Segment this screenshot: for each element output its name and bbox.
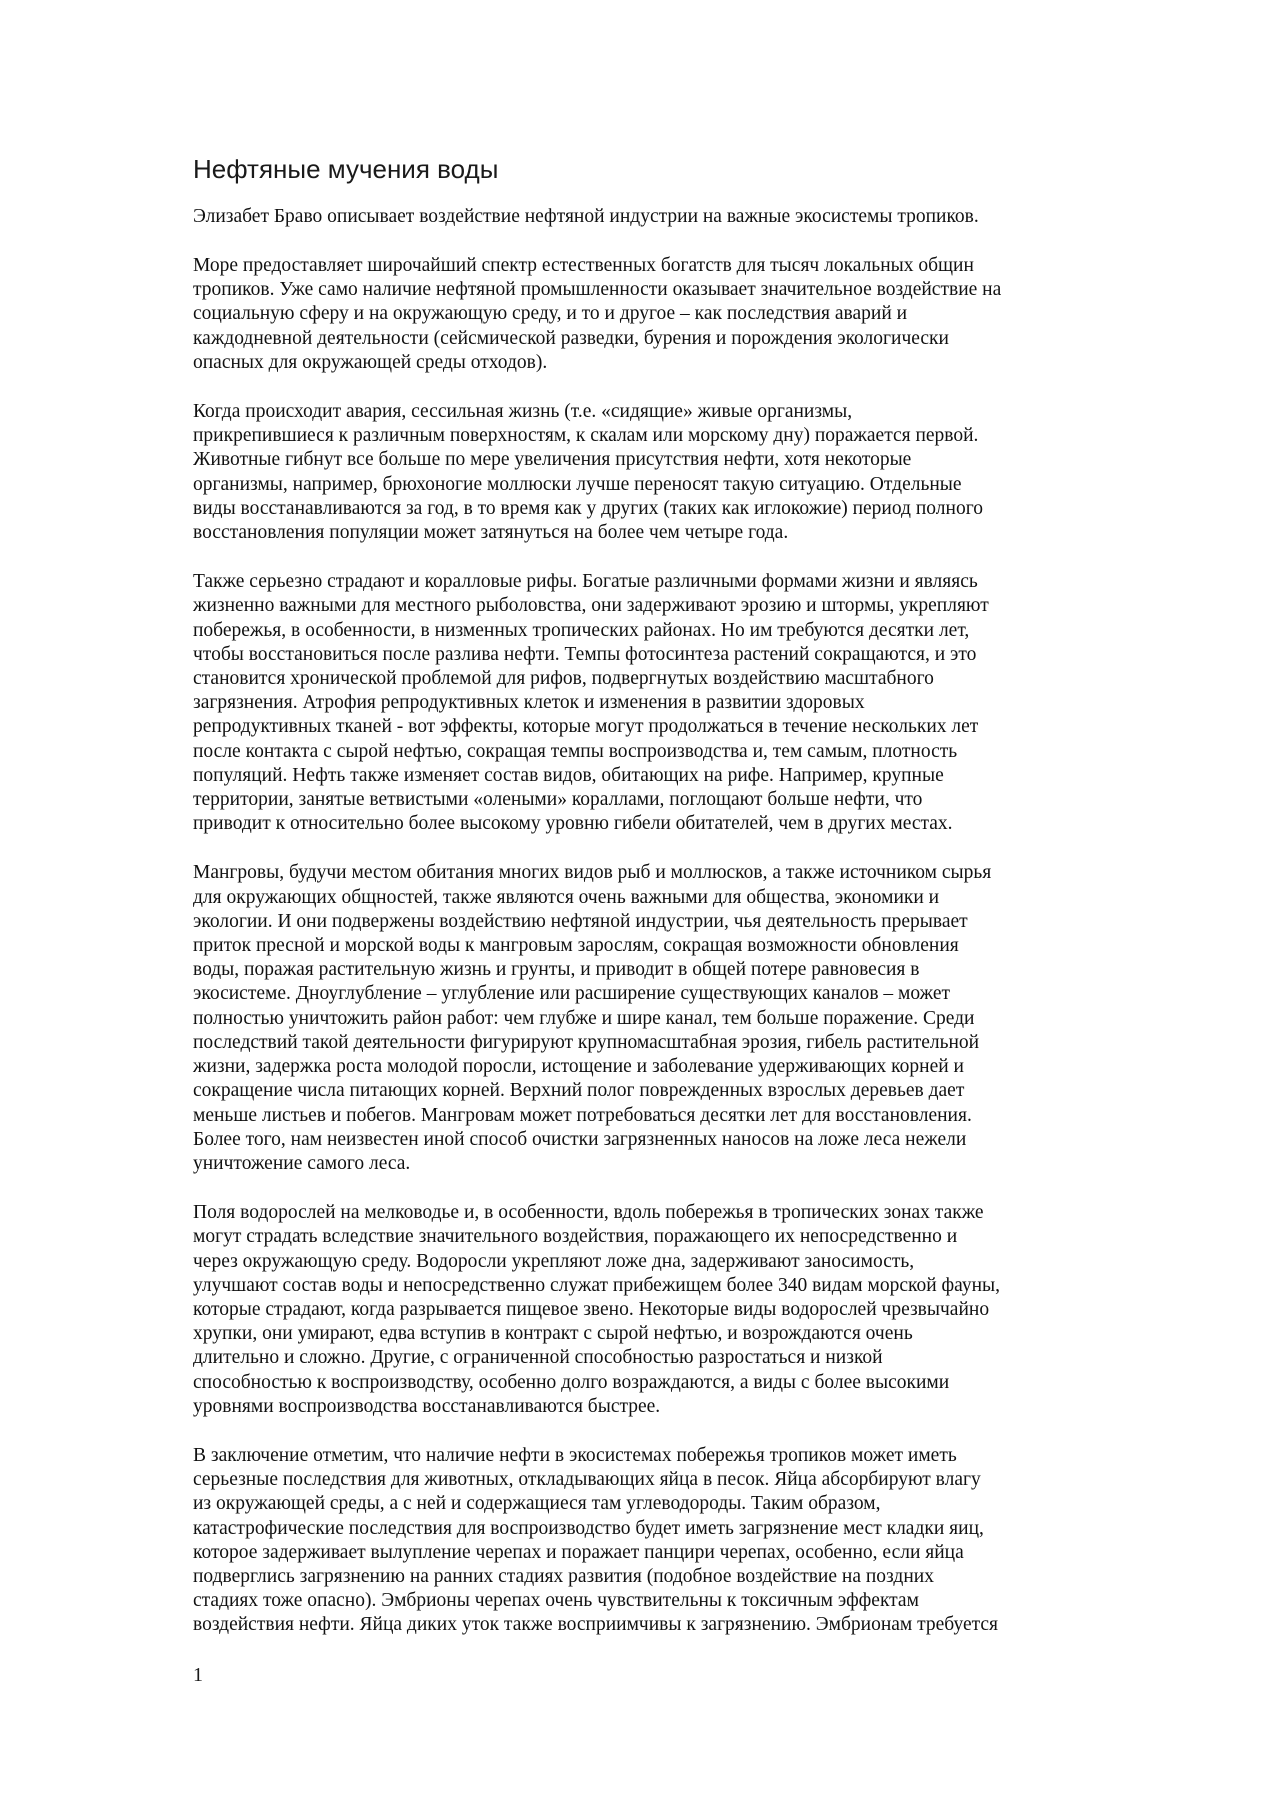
paragraph-line: Мангровы, будучи местом обитания многих видов рыб и моллюсков, а также источником сырья — [193, 862, 992, 884]
paragraph-line: последствий такой деятельности фигурируют крупномасштабная эрозия, гибель растительной — [193, 1031, 980, 1053]
body-paragraph — [193, 1444, 1093, 1638]
paragraph-line: побережья, в особенности, в низменных тропических районах. Но им требуются десятки лет, — [193, 619, 970, 641]
paragraph-line: меньше листьев и побегов. Мангровам может потребоваться десятки лет для восстановления. — [193, 1104, 972, 1126]
paragraph-line: становится хронической проблемой для рифов, подвергнутых воздействию масштабного — [193, 668, 934, 690]
paragraph-line: Когда происходит авария, сессильная жизнь (т.е. «сидящие» живые организмы, — [193, 401, 853, 423]
paragraph-line: могут страдать вследствие значительного воздействия, поражающего их непосредственно и — [193, 1226, 958, 1248]
paragraph-line: стадиях тоже опасно). Эмбрионы черепах очень чувствительны к токсичным эффектам — [193, 1590, 919, 1612]
paragraph-line: Более того, нам неизвестен иной способ очистки загрязненных наносов на ложе леса нежели — [193, 1128, 967, 1150]
paragraph-line: для окружающих общностей, также являются очень важными для общества, экономики и — [193, 886, 940, 908]
body-paragraph — [193, 400, 1093, 545]
paragraph-line: способностью к воспроизводству, особенно долго возраждаются, а виды с более высокими — [193, 1371, 950, 1393]
paragraph-line: Животные гибнут все больше по мере увеличения присутствия нефти, хотя некоторые — [193, 449, 912, 471]
paragraph-list — [193, 254, 1093, 1638]
paragraph-line: приток пресной и морской воды к мангровым зарослям, сокращая возможности обновления — [193, 935, 959, 957]
paragraph-line: экологии. И они подвержены воздействию нефтяной индустрии, чья деятельность прерывает — [193, 910, 968, 932]
paragraph-line: сокращение числа питающих корней. Верхний полог поврежденных взрослых деревьев дает — [193, 1080, 965, 1102]
paragraph-line: опасных для окружающей среды отходов). — [193, 351, 548, 373]
paragraph-line: каждодневной деятельности (сейсмической разведки, бурения и порождения экологически — [193, 327, 949, 349]
paragraph-line: подверглись загрязнению на ранних стадиях развития (подобное воздействие на поздних — [193, 1565, 934, 1587]
paragraph-line: хрупки, они умирают, едва вступив в контракт с сырой нефтью, и возрождаются очень — [193, 1323, 913, 1345]
paragraph-line: воздействия нефти. Яйца диких уток также восприимчивы к загрязнению. Эмбрионам требуется — [193, 1614, 999, 1636]
body-paragraph — [193, 254, 1093, 375]
paragraph-line: социальную сферу и на окружающую среду, и то и другое – как последствия аварий и — [193, 303, 908, 325]
document-subtitle: Элизабет Браво описывает воздействие нефтяной индустрии на важные экосистемы тропиков. — [193, 206, 979, 227]
body-paragraph — [193, 1201, 1093, 1419]
document-body — [193, 151, 1093, 1663]
paragraph-line: Поля водорослей на мелководье и, в особенности, вдоль побережья в тропических зонах также — [193, 1202, 984, 1224]
paragraph-line: серьезные последствия для животных, откладывающих яйца в песок. Яйца абсорбируют влагу — [193, 1469, 981, 1491]
paragraph-line: виды восстанавливаются за год, в то время как у других (таких как иглокожие) период полного — [193, 497, 983, 519]
paragraph-line: восстановления популяции может затянуться на более чем четыре года. — [193, 522, 789, 544]
paragraph-line: длительно и сложно. Другие, с ограниченной способностью разростаться и низкой — [193, 1347, 883, 1369]
paragraph-line: репродуктивных тканей - вот эффекты, которые могут продолжаться в течение нескольких лет — [193, 716, 979, 738]
paragraph-line: экосистеме. Дноуглубление – углубление или расширение существующих каналов – может — [193, 983, 951, 1005]
paragraph-line: жизни, задержка роста молодой поросли, истощение и заболевание удерживающих корней и — [193, 1056, 964, 1078]
paragraph-line: улучшают состав воды и непосредственно служат прибежищем более 340 видам морской фауны, — [193, 1274, 1001, 1296]
paragraph-line: после контакта с сырой нефтью, сокращая темпы воспроизводства и, тем самым, плотность — [193, 740, 958, 762]
paragraph-line: которые страдают, когда разрывается пищевое звено. Некоторые виды водорослей чрезвычайно — [193, 1298, 990, 1320]
body-paragraph — [193, 861, 1093, 1176]
paragraph-line: тропиков. Уже само наличие нефтяной промышленности оказывает значительное воздействие на — [193, 279, 1002, 301]
paragraph-line: Море предоставляет широчайший спектр естественных богатств для тысяч локальных общин — [193, 255, 974, 276]
paragraph-line: жизненно важными для местного рыболовства, они задерживают эрозию и штормы, укрепляют — [193, 595, 989, 617]
document-title: Нефтяные мучения воды — [193, 154, 499, 184]
body-paragraph — [193, 570, 1093, 836]
paragraph-line: приводит к относительно более высокому уровню гибели обитателей, чем в других местах. — [193, 813, 953, 835]
paragraph-line: катастрофические последствия для воспроизводство будет иметь загрязнение мест кладки яиц, — [193, 1517, 984, 1539]
paragraph-line: прикрепившиеся к различным поверхностям, к скалам или морскому дну) поражается первой. — [193, 425, 979, 447]
paragraph-line: воды, поражая растительную жизнь и грунты, и приводит в общей потере равновесия в — [193, 959, 920, 981]
paragraph-line: через окружающую среду. Водоросли укрепляют ложе дна, задерживают заносимость, — [193, 1250, 915, 1272]
paragraph-line: уровнями воспроизводства восстанавливаются быстрее. — [193, 1395, 661, 1417]
paragraph-line: организмы, например, брюхоногие моллюски лучше переносят такую ситуацию. Отдельные — [193, 473, 962, 495]
paragraph-line: популяций. Нефть также изменяет состав видов, обитающих на рифе. Например, крупные — [193, 764, 944, 786]
paragraph-line: из окружающей среды, а с ней и содержащиеся там углеводороды. Таким образом, — [193, 1493, 881, 1515]
paragraph-line: которое задерживает вылупление черепах и поражает панцири черепах, особенно, если яйца — [193, 1541, 964, 1563]
paragraph-line: полностью уничтожить район работ: чем глубже и шире канал, тем больше поражение. Среди — [193, 1007, 975, 1029]
paragraph-line: Также серьезно страдают и коралловые рифы. Богатые различными формами жизни и являясь — [193, 571, 978, 593]
page-number: 1 — [193, 1664, 203, 1686]
paragraph-line: чтобы восстановиться после разлива нефти. Темпы фотосинтеза растений сокращаются, и это — [193, 643, 977, 665]
paragraph-line: уничтожение самого леса. — [193, 1152, 411, 1174]
paragraph-line: территории, занятые ветвистыми «олеными» кораллами, поглощают больше нефти, что — [193, 789, 923, 811]
paragraph-line: В заключение отметим, что наличие нефти в экосистемах побережья тропиков может иметь — [193, 1444, 957, 1466]
paragraph-line: загрязнения. Атрофия репродуктивных клеток и изменения в развитии здоровых — [193, 692, 865, 714]
